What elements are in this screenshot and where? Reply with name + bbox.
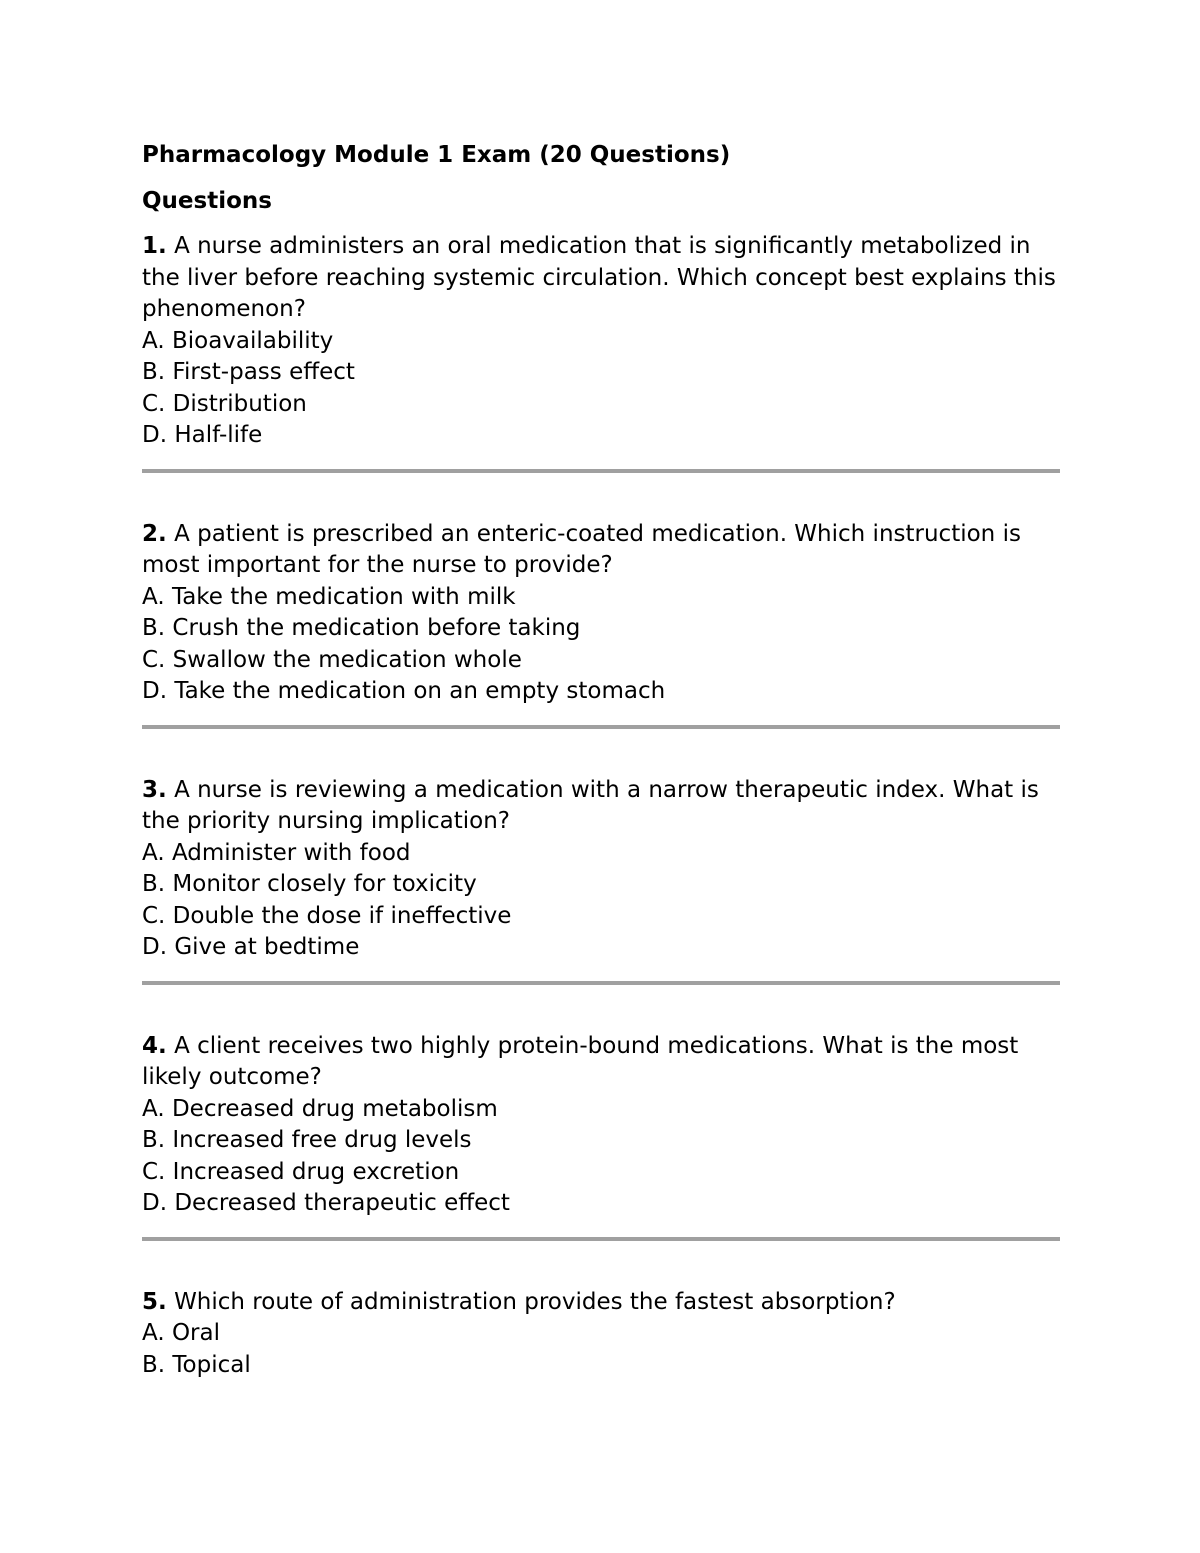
question-5-number: 5. [142,1288,167,1315]
question-1-text [142,231,1060,326]
question-1-number: 1. [142,233,167,259]
question-4 [142,1031,1060,1220]
question-2-options [142,582,1060,708]
question-4-option-b: B. Increased free drug levels [142,1127,472,1153]
question-3-number: 3. [142,776,167,803]
exam-document [142,139,1060,1381]
question-4-options [142,1094,1060,1220]
question-5-option-b: B. Topical [142,1351,251,1378]
question-1 [142,231,1060,452]
question-3 [142,775,1060,964]
question-2-option-d: D. Take the medication on an empty stomach [142,678,666,704]
question-4-text [142,1031,1060,1094]
question-2-option-c: C. Swallow the medication whole [142,646,522,673]
question-1-option-a: A. Bioavailability [142,327,334,354]
question-3-options [142,838,1060,964]
question-5-options [142,1318,1060,1381]
question-2-option-b: B. Crush the medication before taking [142,615,581,641]
question-1-prompt: A nurse administers an oral medication that is significantly metabolized in the liver before reaching systemic circulation. Which concept best explains this phenomenon? [142,233,1056,322]
question-5-prompt: Which route of administration provides the fastest absorption? [174,1288,896,1315]
question-2 [142,519,1060,708]
question-5-text [142,1287,1060,1319]
question-3-option-b: B. Monitor closely for toxicity [142,871,477,897]
question-5-option-a: A. Oral [142,1320,220,1346]
section-heading: Questions [142,188,272,214]
question-4-prompt: A client receives two highly protein-bound medications. What is the most likely outcome? [142,1032,1019,1090]
question-3-text [142,775,1060,838]
question-3-prompt: A nurse is reviewing a medication with a narrow therapeutic index. What is the priority nursing implication? [142,776,1039,834]
question-divider [142,981,1060,985]
question-1-option-c: C. Distribution [142,390,307,417]
question-4-option-a: A. Decreased drug metabolism [142,1095,498,1122]
question-divider [142,469,1060,473]
question-3-option-a: A. Administer with food [142,839,411,866]
question-1-option-d: D. Half-life [142,422,263,448]
document-title: Pharmacology Module 1 Exam (20 Questions) [142,142,731,168]
question-4-number: 4. [142,1032,167,1059]
question-2-option-a: A. Take the medication with milk [142,583,516,610]
question-divider [142,725,1060,729]
question-1-options [142,326,1060,452]
question-2-text [142,519,1060,582]
question-4-option-d: D. Decreased therapeutic effect [142,1190,510,1216]
question-3-option-d: D. Give at bedtime [142,934,360,960]
question-2-prompt: A patient is prescribed an enteric-coated medication. Which instruction is most important for the nurse to provide? [142,520,1021,578]
question-2-number: 2. [142,520,167,547]
question-3-option-c: C. Double the dose if ineffective [142,902,512,929]
question-divider [142,1237,1060,1241]
question-1-option-b: B. First-pass effect [142,359,355,385]
question-4-option-c: C. Increased drug excretion [142,1158,460,1185]
question-5 [142,1287,1060,1382]
